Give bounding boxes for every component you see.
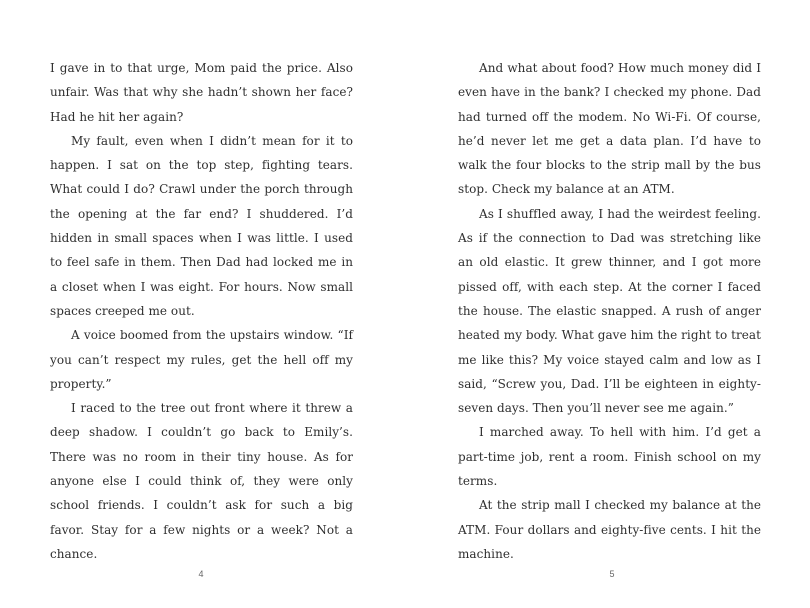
paragraph: I marched away. To hell with him. I’d get a part-time job, rent a room. Finish school on my terms. (458, 425, 761, 489)
left-page-text (50, 56, 353, 566)
right-page-text (458, 56, 761, 566)
paragraph: As I shuffled away, I had the weirdest feeling. As if the connection to Dad was stretching like an old elastic. It grew thinner, and I got more pissed off, with each step. At the corner I faced the house. The elastic snapped. A rush of anger heated my body. What gave him the right to treat me like this? My voice stayed calm and low as I said, “Screw you, Dad. I’ll be eighteen in eighty-seven days. Then you’ll never see me again.” (458, 206, 761, 416)
paragraph: My fault, even when I didn’t mean for it to happen. I sat on the top step, fighting tears. What could I do? Crawl under the porch through the opening at the far end? I shuddered. I’d hidden in small spaces when I was little. I used to feel safe in them. Then Dad had locked me in a closet when I was eight. For hours. Now small spaces creeped me out. (50, 133, 353, 318)
paragraph: I raced to the tree out front where it threw a deep shadow. I couldn’t go back to Emily’s. There was no room in their tiny house. As for anyone else I could think of, they were only school friends. I couldn’t ask for such a big favor. Stay for a few nights or a week? Not a chance. (50, 401, 353, 561)
right-page (405, 0, 810, 608)
paragraph: A voice boomed from the upstairs window. “If you can’t respect my rules, get the hell off my property.” (50, 328, 353, 391)
paragraph: And what about food? How much money did I even have in the bank? I checked my phone. Dad had turned off the modem. No Wi-Fi. Of course, he’d never let me get a data plan. I’d have to walk the four blocks to the strip mall by the bus stop. Check my balance at an ATM. (458, 61, 761, 197)
paragraph: At the strip mall I checked my balance at the ATM. Four dollars and eighty-five cents. I hit the machine. (458, 498, 761, 561)
paragraph: I gave in to that urge, Mom paid the price. Also unfair. Was that why she hadn’t shown her face? Had he hit her again? (50, 61, 353, 124)
page-number: 4 (198, 569, 204, 579)
page-number: 5 (609, 569, 615, 579)
